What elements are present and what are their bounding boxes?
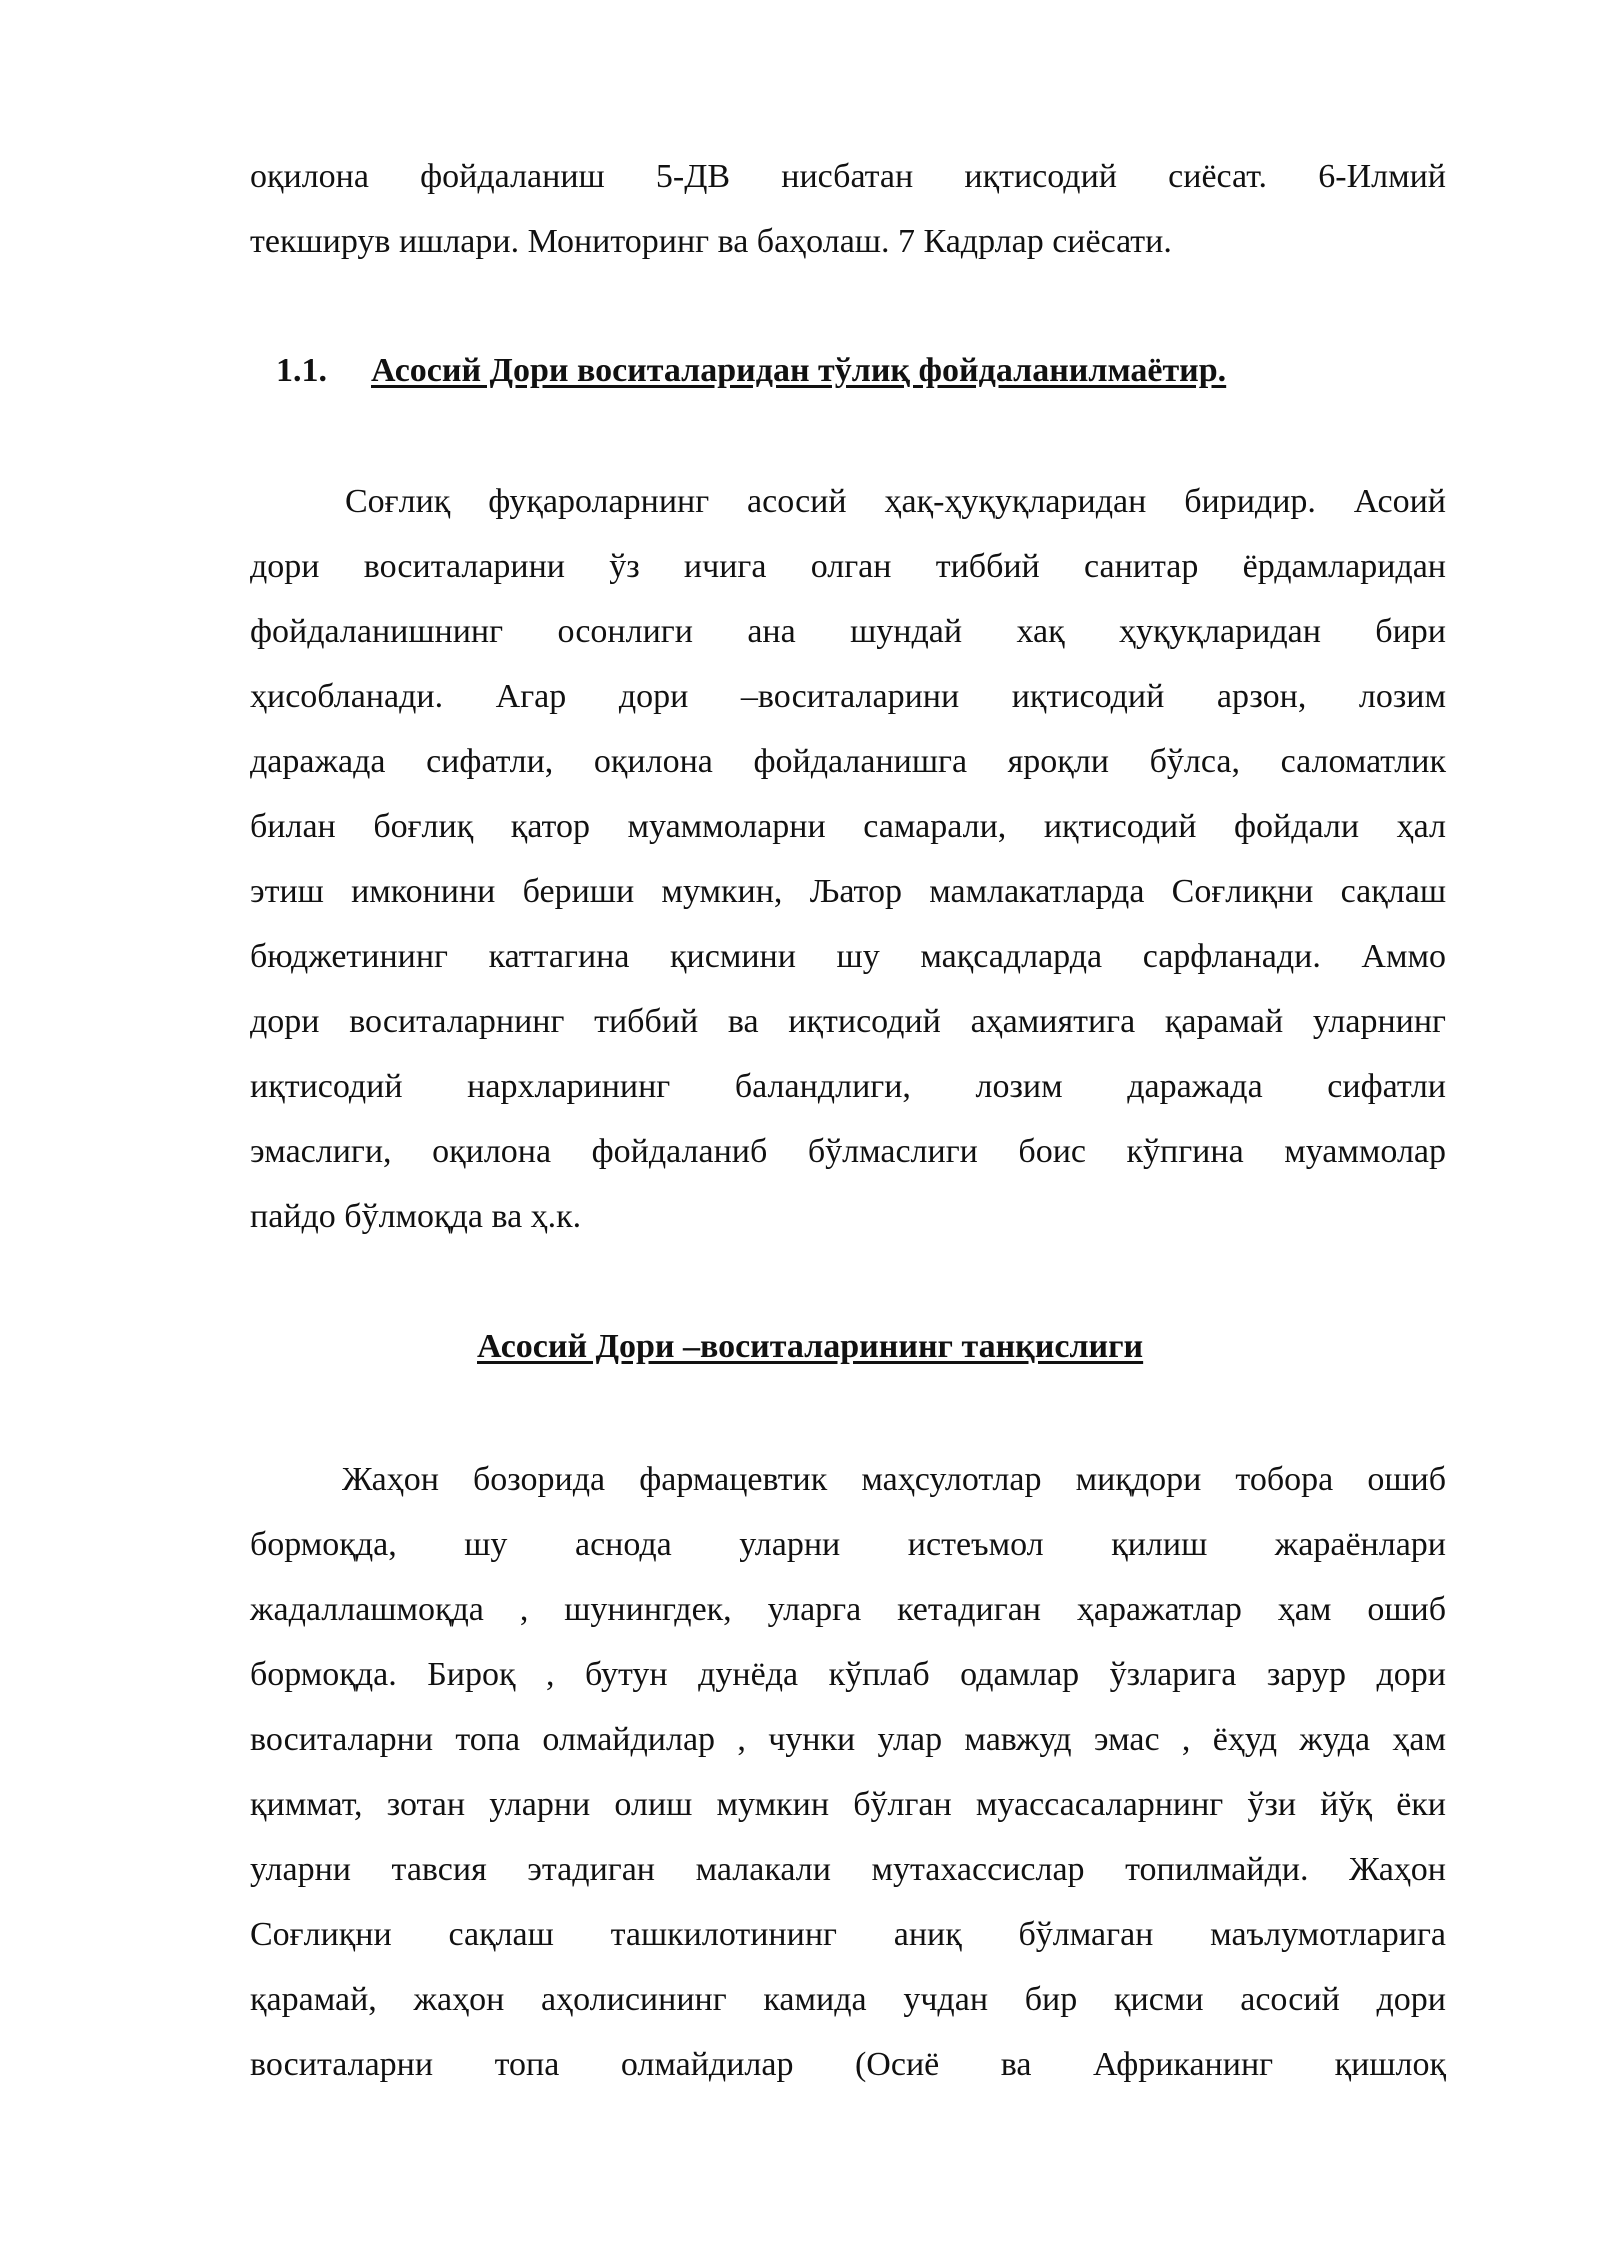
section-number: 1.1. [276,352,327,389]
paragraph-2-line: уларни тавсия этадиган малакали мутахассислар топилмайди. Жаҳон [250,1851,1446,1888]
section-title: Асосий Дори –воситаларининг танқислиги [477,1328,1144,1365]
paragraph-2-line: қарамай, жаҳон аҳолисининг камида учдан бир қисми асосий дори [250,1981,1446,2018]
paragraph-1-line: билан боғлиқ қатор муаммоларни самарали, иқтисодий фойдали ҳал [250,808,1446,845]
paragraph-2-line: қиммат, зотан уларни олиш мумкин бўлган муассасаларнинг ўзи йўқ ёки [250,1786,1446,1823]
paragraph-1-line: эмаслиги, оқилона фойдаланиб бўлмаслиги боис кўпгина муаммолар [250,1133,1446,1170]
paragraph-1-line: этиш имконини бериши мумкин, Љатор мамлакатларда Соғлиқни сақлаш [250,873,1446,910]
paragraph-1-line: дори воситаларнинг тиббий ва иқтисодий аҳамиятига қарамай уларнинг [250,1003,1446,1040]
paragraph-2-line: бормоқда. Бироқ , бутун дунёда кўплаб одамлар ўзларига зарур дори [250,1656,1446,1693]
paragraph-1-line: бюджетининг каттагина қисмини шу мақсадларда сарфланади. Аммо [250,938,1446,975]
paragraph-2-line: воситаларни топа олмайдилар , чунки улар мавжуд эмас , ёҳуд жуда ҳам [250,1721,1446,1758]
paragraph-2-line: Соғлиқни сақлаш ташкилотининг аниқ бўлмаган маълумотларига [250,1916,1446,1953]
section-title: Асосий Дори воситаларидан тўлиқ фойдаланилмаётир. [371,352,1227,389]
paragraph-1-line: ҳисобланади. Агар дори –воситаларини иқтисодий арзон, лозим [250,678,1446,715]
intro-line-1: оқилона фойдаланиш 5-ДВ нисбатан иқтисодий сиёсат. 6-Илмий [250,158,1446,195]
paragraph-1-line: даражада сифатли, оқилона фойдаланишга яроқли бўлса, саломатлик [250,743,1446,780]
paragraph-1-line: Соғлиқ фуқароларнинг асосий ҳақ-ҳуқуқларидан биридир. Асоий [345,483,1446,520]
paragraph-1-line: пайдо бўлмоқда ва ҳ.к. [250,1198,582,1235]
paragraph-2-line: воситаларни топа олмайдилар (Осиё ва Африканинг қишлоқ [250,2046,1446,2083]
paragraph-1-line: фойдаланишнинг осонлиги ана шундай хақ ҳуқуқларидан бири [250,613,1446,650]
paragraph-2-line: жадаллашмоқда , шунингдек, уларга кетадиган ҳаражатлар ҳам ошиб [250,1591,1446,1628]
paragraph-2-line: бормоқда, шу аснода уларни истеъмол қилиш жараёнлари [250,1526,1446,1563]
paragraph-2-line: Жаҳон бозорида фармацевтик маҳсулотлар миқдори тобора ошиб [342,1461,1446,1498]
paragraph-1-line: иқтисодий нархларининг баландлиги, лозим даражада сифатли [250,1068,1446,1105]
paragraph-1-line: дори воситаларини ўз ичига олган тиббий санитар ёрдамларидан [250,548,1446,585]
intro-line-2: текширув ишлари. Мониторинг ва баҳолаш. 7 Кадрлар сиёсати. [250,223,1172,260]
